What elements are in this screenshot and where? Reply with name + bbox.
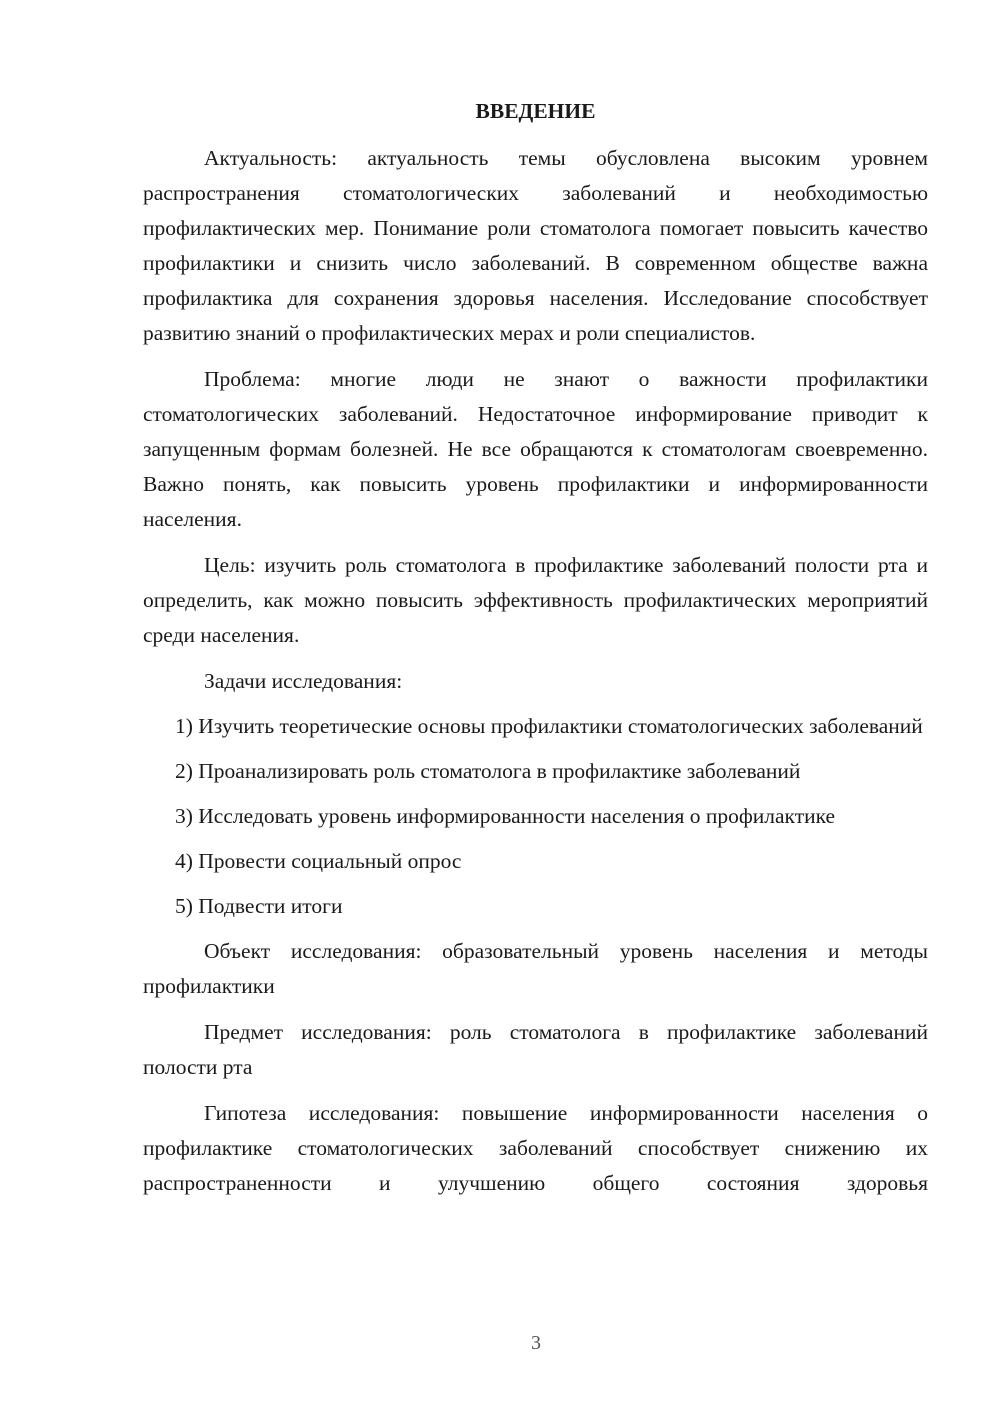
goal-paragraph: Цель: изучить роль стоматолога в профилактике заболеваний полости рта и определить, как можно повысить эффективность профилактических мероприятий среди населения.: [143, 553, 928, 647]
page-number: 3: [531, 1332, 541, 1354]
subject-paragraph: Предмет исследования: роль стоматолога в профилактике заболеваний полости рта: [143, 1020, 928, 1079]
relevance-paragraph: Актуальность: актуальность темы обусловлена высоким уровнем распространения стоматологических заболеваний и необходимостью профилактических мер. Понимание роли стоматолога помогает повысить качество профилактики и снизить число заболеваний. В современном обществе важна профилактика для сохранения здоровья населения. Исследование способствует развитию знаний о профилактических мерах и роли специалистов.: [143, 146, 928, 345]
object-paragraph: Объект исследования: образовательный уровень населения и методы профилактики: [143, 939, 928, 998]
problem-paragraph: Проблема: многие люди не знают о важности профилактики стоматологических заболеваний. Недостаточное информирование приводит к запущенным формам болезней. Не все обращаются к стоматологам своевременно. Важно понять, как повысить уровень профилактики и информированности населения.: [143, 367, 928, 531]
task-item-5: 5) Подвести итоги: [175, 894, 343, 918]
hypothesis-paragraph: Гипотеза исследования: повышение информированности населения о профилактике стоматологических заболеваний способствует снижению их распространенности и улучшению общего состояния здоровья: [143, 1101, 928, 1195]
task-item-3: 3) Исследовать уровень информированности населения о профилактике: [175, 804, 836, 828]
task-item-4: 4) Провести социальный опрос: [175, 849, 462, 873]
tasks-heading: Задачи исследования:: [204, 669, 403, 693]
document-page: [143, 94, 928, 1212]
task-item-1: 1) Изучить теоретические основы профилактики стоматологических заболеваний: [175, 714, 923, 738]
task-item-2: 2) Проанализировать роль стоматолога в профилактике заболеваний: [175, 759, 801, 783]
section-title: ВВЕДЕНИЕ: [475, 99, 596, 123]
